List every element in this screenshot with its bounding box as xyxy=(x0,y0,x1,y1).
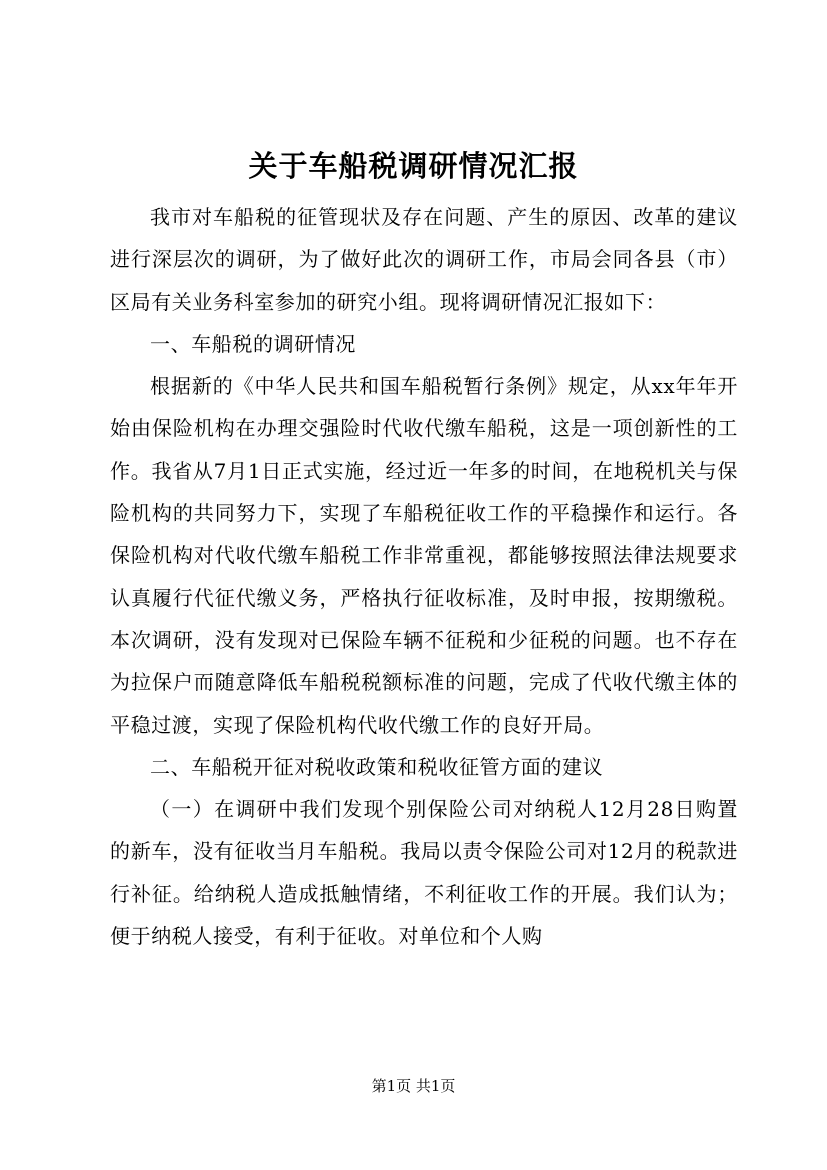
page-footer: 第1页 共1页 xyxy=(371,1077,456,1095)
document-body xyxy=(110,196,738,957)
paragraph-subsection-1: （一）在调研中我们发现个别保险公司对纳税人12月28日购置的新车，没有征收当月车船税。我局以责令保险公司对12月的税款进行补征。给纳税人造成抵触情绪，不利征收工作的开展。我们认为；便于纳税人接受，有利于征收。对单位和个人购 xyxy=(110,797,738,949)
section-heading-2: 二、车船税开征对税收政策和税收征管方面的建议 xyxy=(150,754,604,779)
document-title: 关于车船税调研情况汇报 xyxy=(248,149,579,183)
paragraph-intro: 我市对车船税的征管现状及存在问题、产生的原因、改革的建议进行深层次的调研，为了做好此次的调研工作，市局会同各县（市）区局有关业务科室参加的研究小组。现将调研情况汇报如下： xyxy=(110,205,738,314)
paragraph-section-1: 根据新的《中华人民共和国车船税暂行条例》规定，从xx年年开始由保险机构在办理交强险时代收代缴车船税，这是一项创新性的工作。我省从7月1日正式实施，经过近一年多的时间，在地税机关与保险机构的共同努力下，实现了车船税征收工作的平稳操作和运行。各保险机构对代收代缴车船税工作非常重视，都能够按照法律法规要求认真履行代征代缴义务，严格执行征收标准，及时申报，按期缴税。本次调研，没有发现对已保险车辆不征税和少征税的问题。也不存在为拉保户而随意降低车船税税额标准的问题，完成了代收代缴主体的平稳过渡，实现了保险机构代收代缴工作的良好开局。 xyxy=(110,374,738,737)
section-heading-1: 一、车船税的调研情况 xyxy=(150,331,356,356)
